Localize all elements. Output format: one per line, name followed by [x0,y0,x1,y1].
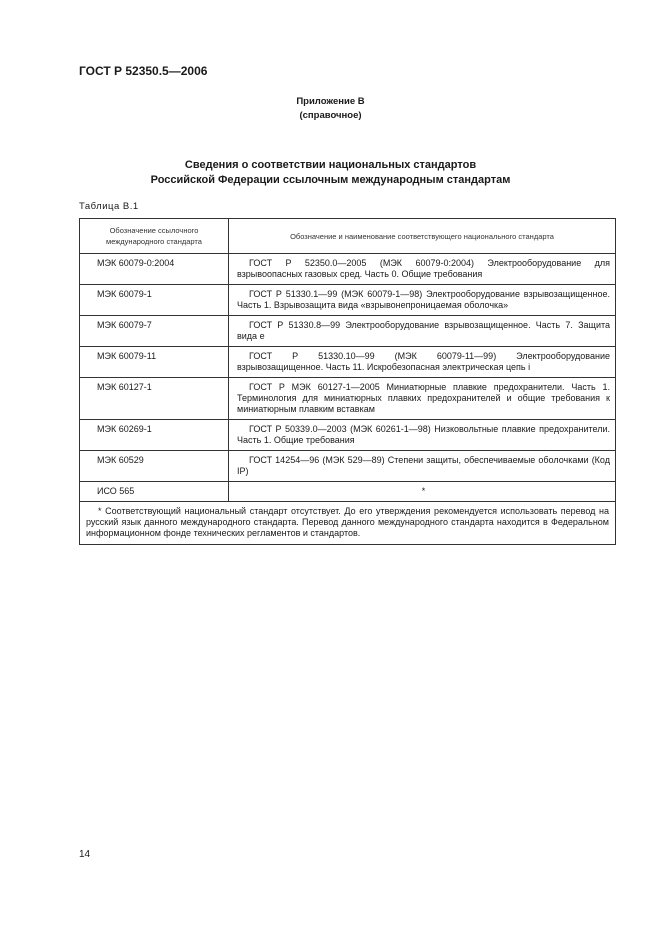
table-footnote [80,502,616,545]
table-row [80,316,616,347]
international-standard-cell: МЭК 60079-11 [80,347,229,378]
national-standard-cell: * [229,482,616,502]
column-header-national: Обозначение и наименование соответствующего национального стандарта [229,219,616,254]
standards-table [79,218,616,545]
table-row [80,254,616,285]
national-standard-cell [229,285,616,316]
table-row [80,420,616,451]
national-standard-text: ГОСТ 14254—96 (МЭК 529—89) Степени защиты, обеспечиваемые оболочками (Код IP) [237,455,610,476]
national-standard-cell [229,378,616,420]
national-standard-text: ГОСТ Р МЭК 60127-1—2005 Миниатюрные плавкие предохранители. Часть 1. Терминология для миниатюрных плавких предохранителей и общие требования к миниатюрным плавким вставкам [237,382,610,414]
column-header-international: Обозначение ссылочного международного стандарта [80,219,229,254]
table-footnote-row [80,502,616,545]
national-standard-cell [229,420,616,451]
national-standard-text: ГОСТ Р 51330.10—99 (МЭК 60079-11—99) Электрооборудование взрывозащищенное. Часть 11. Искробезопасная электрическая цепь i [237,351,610,372]
international-standard-cell: ИСО 565 [80,482,229,502]
document-code: ГОСТ Р 52350.5—2006 [79,64,208,78]
table-row [80,285,616,316]
national-standard-cell [229,254,616,285]
national-standard-text: ГОСТ Р 52350.0—2005 (МЭК 60079-0:2004) Электрооборудование для взрывоопасных газовых сред. Часть 0. Общие требования [237,258,610,279]
international-standard-cell: МЭК 60529 [80,451,229,482]
section-title-line-2: Российской Федерации ссылочным международным стандартам [150,174,511,186]
national-standard-text: ГОСТ Р 50339.0—2003 (МЭК 60261-1—98) Низковольтные плавкие предохранители. Часть 1. Общие требования [237,424,610,445]
international-standard-cell: МЭК 60079-0:2004 [80,254,229,285]
footnote-text: * Соответствующий национальный стандарт отсутствует. До его утверждения рекомендуется использовать перевод на русский язык данного международного стандарта. Перевод данного международного стандарта находится в Федеральном информационном фонде технических регламентов и стандартов. [86,506,609,538]
section-title-line-1: Сведения о соответствии национальных стандартов [184,159,477,171]
annex-type: (справочное) [299,110,362,121]
national-standard-cell [229,451,616,482]
international-standard-cell: МЭК 60269-1 [80,420,229,451]
table-row [80,451,616,482]
table-header-row [80,219,616,254]
table-row [80,482,616,502]
international-standard-cell: МЭК 60079-1 [80,285,229,316]
national-standard-text: ГОСТ Р 51330.8—99 Электрооборудование взрывозащищенное. Часть 7. Защита вида е [237,320,610,341]
page-number: 14 [79,849,91,860]
annex-label: Приложение В [296,96,365,107]
table-row [80,378,616,420]
table-caption: Таблица В.1 [79,201,139,212]
national-standard-cell [229,347,616,378]
international-standard-cell: МЭК 60127-1 [80,378,229,420]
table-row [80,347,616,378]
international-standard-cell: МЭК 60079-7 [80,316,229,347]
national-standard-cell [229,316,616,347]
national-standard-text: ГОСТ Р 51330.1—99 (МЭК 60079-1—98) Электрооборудование взрывозащищенное. Часть 1. Взрывозащита вида «взрывонепроницаемая оболочка» [237,289,610,310]
